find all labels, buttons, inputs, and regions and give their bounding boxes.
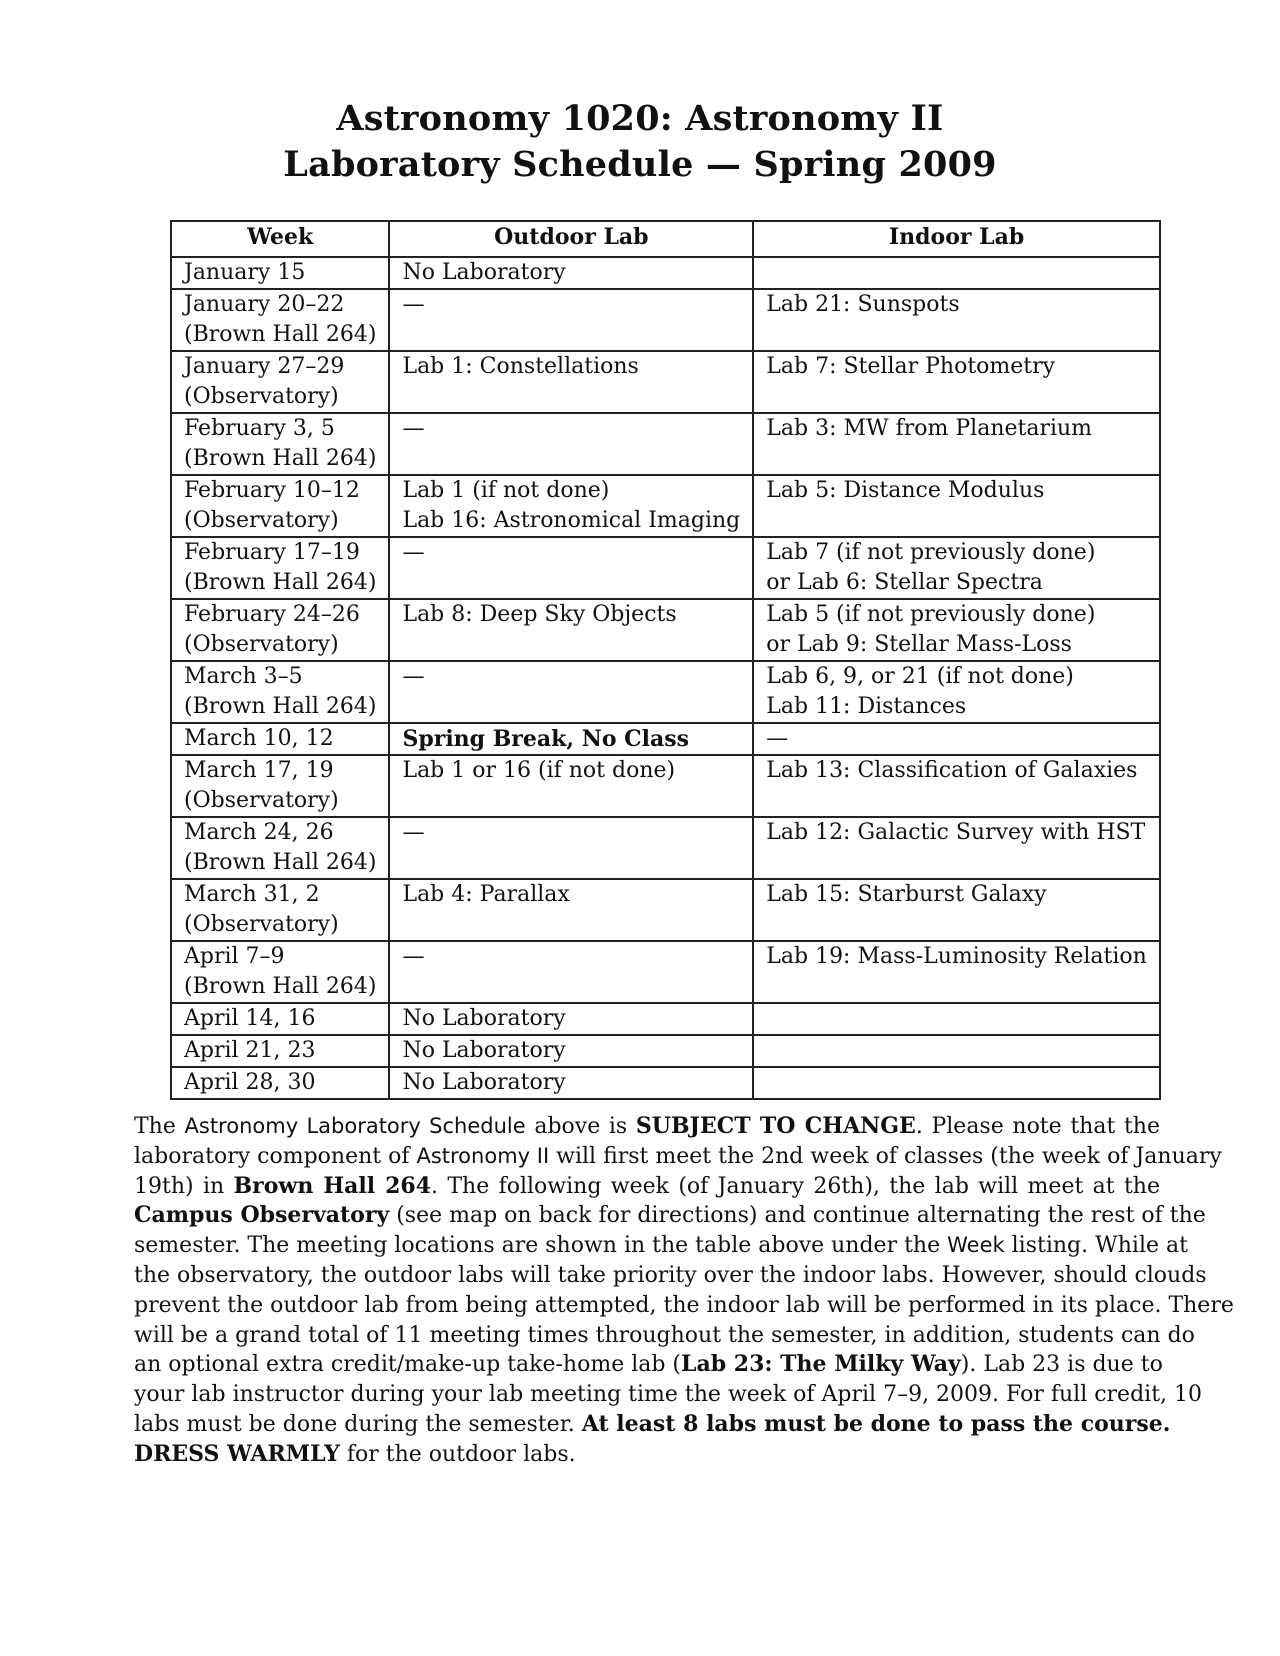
table-row bbox=[171, 537, 1160, 599]
outdoor-lab-cell bbox=[389, 599, 753, 661]
week-cell-line: (Brown Hall 264) bbox=[184, 570, 377, 595]
header-outdoor-lab: Outdoor Lab bbox=[389, 221, 753, 252]
week-cell-line: January 20–22 bbox=[184, 292, 345, 317]
table-row bbox=[171, 661, 1160, 723]
indoor-lab-cell-line: Lab 12: Galactic Survey with HST bbox=[766, 820, 1146, 845]
week-cell bbox=[171, 879, 389, 941]
week-cell bbox=[171, 1003, 389, 1035]
week-cell-line: March 24, 26 bbox=[184, 820, 334, 845]
week-cell-line: (Brown Hall 264) bbox=[184, 322, 377, 347]
outdoor-lab-cell bbox=[389, 475, 753, 537]
week-cell-line: (Observatory) bbox=[184, 508, 339, 533]
indoor-lab-cell bbox=[753, 537, 1160, 599]
paragraph-segment: DRESS WARMLY bbox=[134, 1440, 340, 1467]
paragraph-segment: an optional extra credit/make-up take-home lab ( bbox=[134, 1352, 682, 1378]
week-cell-line: (Brown Hall 264) bbox=[184, 694, 377, 719]
paragraph-segment: your lab instructor during your lab meeting time the week of April 7–9, 2009. For full credit, 10 bbox=[134, 1382, 1203, 1408]
week-cell-line: February 10–12 bbox=[184, 478, 360, 503]
table-row bbox=[171, 257, 1160, 289]
indoor-lab-cell-line: Lab 15: Starburst Galaxy bbox=[766, 882, 1047, 907]
schedule-body bbox=[171, 257, 1160, 1099]
paragraph-segment: Astronomy II bbox=[416, 1143, 550, 1168]
table-row bbox=[171, 475, 1160, 537]
paragraph-segment: ). Lab 23 is due to bbox=[960, 1352, 1163, 1378]
paragraph-segment: listing. While at bbox=[1004, 1233, 1188, 1259]
week-cell-line: April 28, 30 bbox=[184, 1070, 316, 1095]
week-cell bbox=[171, 1035, 389, 1067]
outdoor-lab-cell bbox=[389, 257, 753, 289]
paragraph-segment: (see map on back for directions) and continue alternating the rest of the bbox=[389, 1203, 1206, 1229]
indoor-lab-cell bbox=[753, 755, 1160, 817]
outdoor-lab-cell-line: Spring Break, No Class bbox=[402, 726, 690, 752]
outdoor-lab-cell bbox=[389, 1035, 753, 1067]
indoor-lab-cell-line: Lab 5 (if not previously done) bbox=[766, 602, 1096, 627]
title-line-2: Laboratory Schedule — Spring 2009 bbox=[283, 144, 997, 185]
outdoor-lab-cell-line: — bbox=[402, 944, 425, 969]
indoor-lab-cell bbox=[753, 599, 1160, 661]
schedule-notes-paragraph bbox=[134, 1112, 1234, 1470]
indoor-lab-cell bbox=[753, 879, 1160, 941]
indoor-lab-cell bbox=[753, 1035, 1160, 1067]
outdoor-lab-cell bbox=[389, 413, 753, 475]
outdoor-lab-cell bbox=[389, 1067, 753, 1099]
table-row bbox=[171, 879, 1160, 941]
week-cell-line: (Brown Hall 264) bbox=[184, 446, 377, 471]
outdoor-lab-cell-line: Lab 4: Parallax bbox=[402, 882, 570, 907]
paragraph-segment: for the outdoor labs. bbox=[339, 1441, 576, 1467]
outdoor-lab-cell-line: — bbox=[402, 664, 425, 689]
table-row bbox=[171, 941, 1160, 1003]
week-cell-line: March 17, 19 bbox=[184, 758, 334, 783]
paragraph-segment: SUBJECT TO CHANGE bbox=[635, 1113, 916, 1139]
indoor-lab-cell-line: Lab 5: Distance Modulus bbox=[766, 478, 1045, 503]
week-cell-line: (Observatory) bbox=[184, 632, 339, 657]
outdoor-lab-cell bbox=[389, 537, 753, 599]
outdoor-lab-cell-line: Lab 1: Constellations bbox=[402, 354, 639, 379]
week-cell bbox=[171, 475, 389, 537]
indoor-lab-cell bbox=[753, 661, 1160, 723]
paragraph-line bbox=[134, 1440, 1160, 1470]
paragraph-segment: will be a grand total of 11 meeting times throughout the semester, in addition, students can do bbox=[134, 1322, 1195, 1348]
outdoor-lab-cell bbox=[389, 879, 753, 941]
week-cell-line: January 27–29 bbox=[184, 354, 345, 379]
outdoor-lab-cell bbox=[389, 1003, 753, 1035]
paragraph-line bbox=[134, 1231, 1188, 1261]
paragraph-segment: . The following week (of January 26th), the lab will meet at the bbox=[431, 1173, 1160, 1199]
paragraph-line bbox=[134, 1380, 1203, 1410]
header-indoor-lab: Indoor Lab bbox=[753, 221, 1160, 252]
outdoor-lab-cell-line: No Laboratory bbox=[402, 1038, 566, 1063]
indoor-lab-cell-line: Lab 13: Classification of Galaxies bbox=[766, 758, 1138, 783]
paragraph-segment: Week bbox=[947, 1233, 1005, 1258]
paragraph-segment: laboratory component of bbox=[134, 1143, 417, 1169]
indoor-lab-cell-line: Lab 7: Stellar Photometry bbox=[766, 354, 1056, 379]
outdoor-lab-cell-line: No Laboratory bbox=[402, 1006, 566, 1031]
indoor-lab-cell bbox=[753, 723, 1160, 755]
week-cell bbox=[171, 1067, 389, 1099]
table-row bbox=[171, 351, 1160, 413]
indoor-lab-cell bbox=[753, 289, 1160, 351]
week-cell bbox=[171, 941, 389, 1003]
outdoor-lab-cell bbox=[389, 661, 753, 723]
week-cell-line: (Observatory) bbox=[184, 384, 339, 409]
paragraph-line bbox=[134, 1112, 1160, 1142]
table-row bbox=[171, 755, 1160, 817]
outdoor-lab-cell bbox=[389, 817, 753, 879]
paragraph-segment: prevent the outdoor lab from being attempted, the indoor lab will be performed in its place. There bbox=[134, 1292, 1234, 1318]
week-cell bbox=[171, 289, 389, 351]
outdoor-lab-cell-line: Lab 16: Astronomical Imaging bbox=[402, 508, 741, 533]
table-row bbox=[171, 1035, 1160, 1067]
outdoor-lab-cell bbox=[389, 755, 753, 817]
paragraph-line bbox=[134, 1172, 1160, 1202]
document-title bbox=[0, 96, 1280, 188]
paragraph-segment: Lab 23: The Milky Way bbox=[681, 1351, 961, 1378]
paragraph-segment: 19th) in bbox=[134, 1173, 234, 1199]
paragraph-line bbox=[134, 1350, 1163, 1380]
paragraph-segment: semester. The meeting locations are shown in the table above under the bbox=[134, 1233, 948, 1259]
outdoor-lab-cell bbox=[389, 351, 753, 413]
paragraph-line bbox=[134, 1291, 1234, 1321]
table-header-row bbox=[171, 221, 1160, 252]
week-cell-line: March 10, 12 bbox=[184, 726, 334, 751]
outdoor-lab-cell-line: — bbox=[402, 820, 425, 845]
week-cell bbox=[171, 257, 389, 289]
paragraph-segment: Brown Hall 264 bbox=[233, 1172, 432, 1199]
indoor-lab-cell-line: — bbox=[766, 726, 789, 751]
week-cell-line: (Brown Hall 264) bbox=[184, 850, 377, 875]
paragraph-line bbox=[134, 1201, 1206, 1231]
table-row bbox=[171, 413, 1160, 475]
indoor-lab-cell-line: Lab 21: Sunspots bbox=[766, 292, 960, 317]
week-cell-line: January 15 bbox=[184, 260, 306, 285]
table-row bbox=[171, 599, 1160, 661]
paragraph-segment: above is bbox=[525, 1114, 636, 1139]
indoor-lab-cell-line: Lab 11: Distances bbox=[766, 694, 967, 719]
paragraph-line bbox=[134, 1142, 1222, 1172]
indoor-lab-cell-line: Lab 3: MW from Planetarium bbox=[766, 416, 1093, 441]
indoor-lab-cell bbox=[753, 257, 1160, 289]
indoor-lab-cell bbox=[753, 475, 1160, 537]
header-week: Week bbox=[171, 221, 389, 252]
table-row bbox=[171, 1003, 1160, 1035]
paragraph-segment: will first meet the 2nd week of classes (the week of January bbox=[549, 1143, 1222, 1169]
title-line-1: Astronomy 1020: Astronomy II bbox=[336, 98, 944, 139]
table-row bbox=[171, 289, 1160, 351]
outdoor-lab-cell-line: — bbox=[402, 416, 425, 441]
paragraph-segment: At least 8 labs must be done to pass the course. bbox=[581, 1410, 1171, 1437]
week-cell-line: (Observatory) bbox=[184, 912, 339, 937]
paragraph-segment: The bbox=[134, 1114, 185, 1139]
schedule-table bbox=[170, 220, 1161, 1100]
week-cell bbox=[171, 661, 389, 723]
week-cell bbox=[171, 537, 389, 599]
indoor-lab-cell bbox=[753, 413, 1160, 475]
paragraph-segment: Campus Observatory bbox=[134, 1202, 390, 1229]
week-cell bbox=[171, 351, 389, 413]
paragraph-line bbox=[134, 1261, 1207, 1291]
paragraph-segment: labs must be done during the semester. bbox=[134, 1411, 582, 1437]
indoor-lab-cell bbox=[753, 351, 1160, 413]
week-cell bbox=[171, 413, 389, 475]
outdoor-lab-cell-line: — bbox=[402, 540, 425, 565]
indoor-lab-cell bbox=[753, 1003, 1160, 1035]
paragraph-line bbox=[134, 1410, 1171, 1440]
week-cell bbox=[171, 723, 389, 755]
week-cell-line: March 31, 2 bbox=[184, 882, 320, 907]
paragraph-segment: the observatory, the outdoor labs will take priority over the indoor labs. However, should clouds bbox=[134, 1262, 1207, 1288]
week-cell-line: April 7–9 bbox=[184, 944, 285, 969]
outdoor-lab-cell-line: Lab 1 or 16 (if not done) bbox=[402, 758, 676, 783]
table-row bbox=[171, 1067, 1160, 1099]
week-cell-line: April 14, 16 bbox=[184, 1006, 316, 1031]
week-cell bbox=[171, 755, 389, 817]
outdoor-lab-cell-line: No Laboratory bbox=[402, 1070, 566, 1095]
indoor-lab-cell bbox=[753, 1067, 1160, 1099]
indoor-lab-cell-line: Lab 19: Mass-Luminosity Relation bbox=[766, 944, 1147, 969]
outdoor-lab-cell-line: No Laboratory bbox=[402, 260, 566, 285]
paragraph-segment: Astronomy Laboratory Schedule bbox=[184, 1114, 526, 1138]
outdoor-lab-cell bbox=[389, 289, 753, 351]
week-cell-line: February 17–19 bbox=[184, 540, 360, 565]
outdoor-lab-cell-line: Lab 8: Deep Sky Objects bbox=[402, 602, 677, 627]
indoor-lab-cell bbox=[753, 817, 1160, 879]
outdoor-lab-cell bbox=[389, 941, 753, 1003]
indoor-lab-cell-line: or Lab 6: Stellar Spectra bbox=[766, 570, 1043, 595]
week-cell-line: February 24–26 bbox=[184, 602, 360, 627]
outdoor-lab-cell-line: — bbox=[402, 292, 425, 317]
indoor-lab-cell-line: Lab 6, 9, or 21 (if not done) bbox=[766, 664, 1074, 689]
week-cell-line: (Observatory) bbox=[184, 788, 339, 813]
outdoor-lab-cell bbox=[389, 723, 753, 755]
indoor-lab-cell-line: or Lab 9: Stellar Mass-Loss bbox=[766, 632, 1072, 657]
week-cell bbox=[171, 817, 389, 879]
week-cell-line: March 3–5 bbox=[184, 664, 303, 689]
week-cell-line: (Brown Hall 264) bbox=[184, 974, 377, 999]
indoor-lab-cell-line: Lab 7 (if not previously done) bbox=[766, 540, 1096, 565]
table-row bbox=[171, 723, 1160, 755]
outdoor-lab-cell-line: Lab 1 (if not done) bbox=[402, 478, 610, 503]
week-cell-line: April 21, 23 bbox=[184, 1038, 316, 1063]
indoor-lab-cell bbox=[753, 941, 1160, 1003]
paragraph-segment: . Please note that the bbox=[915, 1114, 1160, 1139]
paragraph-line bbox=[134, 1321, 1195, 1351]
week-cell bbox=[171, 599, 389, 661]
week-cell-line: February 3, 5 bbox=[184, 416, 335, 441]
table-row bbox=[171, 817, 1160, 879]
